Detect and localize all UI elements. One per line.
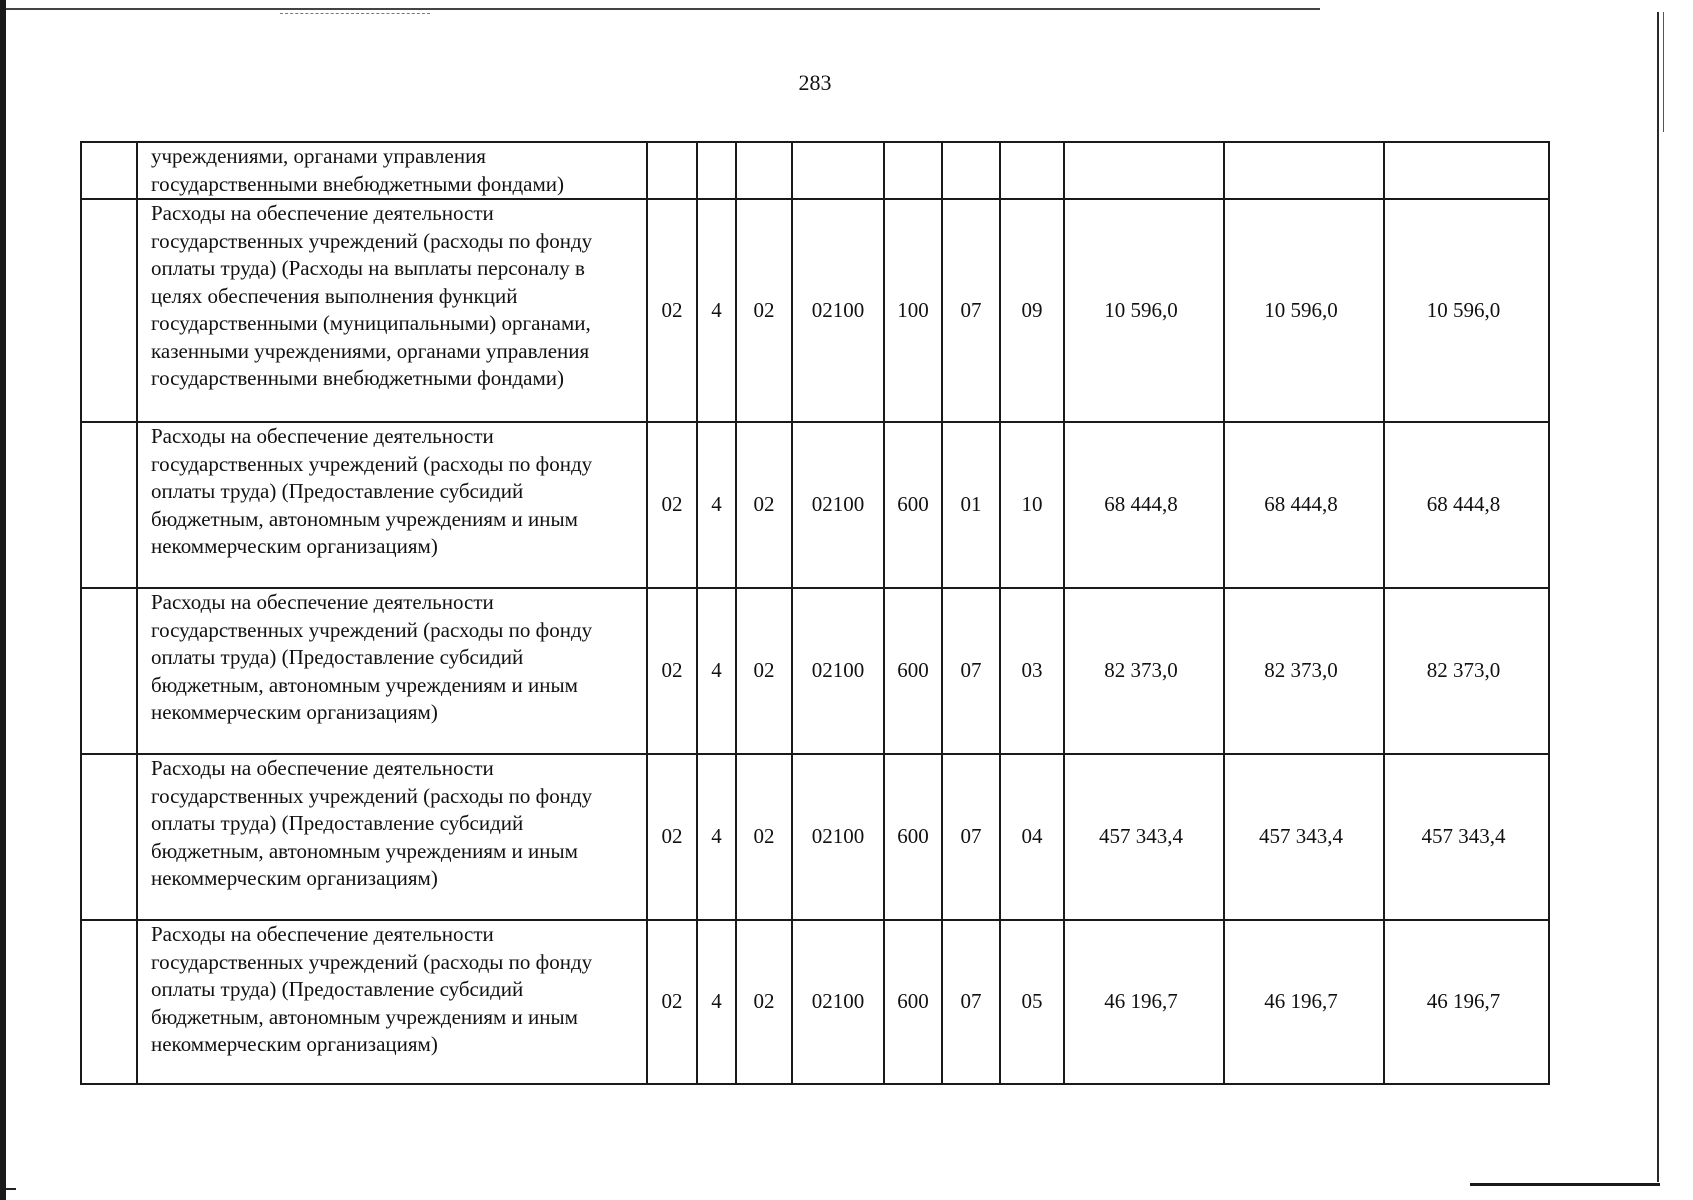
scan-edge-bottom	[1470, 1183, 1660, 1186]
description-cell: Расходы на обеспечение деятельности государственных учреждений (расходы по фонду оплаты труда) (Расходы на выплаты персоналу в целях обеспечения выполнения функций государственными (муниципальными) органами, казенными учреждениями, органами управления государственными внебюджетными фондами)	[137, 199, 647, 422]
code-cell: 02100	[792, 422, 884, 588]
code-cell: 600	[884, 588, 942, 754]
code-cell: 02	[647, 754, 697, 920]
amount-cell: 82 373,0	[1384, 588, 1549, 754]
scan-edge-right-thin	[1663, 12, 1664, 132]
amount-cell: 46 196,7	[1064, 920, 1224, 1084]
row-index-cell	[81, 920, 137, 1084]
scan-edge-top-dash	[280, 13, 430, 15]
description-cell: Расходы на обеспечение деятельности государственных учреждений (расходы по фонду оплаты труда) (Предоставление субсидий бюджетным, автономным учреждениям и иным некоммерческим организациям)	[137, 422, 647, 588]
code-cell: 4	[697, 422, 736, 588]
code-cell: 02100	[792, 754, 884, 920]
table-row-continuation	[81, 142, 1549, 199]
scan-edge-right	[1657, 12, 1659, 1182]
row-index-cell	[81, 588, 137, 754]
amount-cell: 457 343,4	[1384, 754, 1549, 920]
amount-cell: 82 373,0	[1224, 588, 1384, 754]
table-row	[81, 199, 1549, 422]
code-cell: 05	[1000, 920, 1064, 1084]
code-cell: 09	[1000, 199, 1064, 422]
scan-edge-tick	[6, 1188, 16, 1190]
scan-edge-top	[0, 8, 1320, 10]
code-cell: 10	[1000, 422, 1064, 588]
code-cell: 04	[1000, 754, 1064, 920]
code-cell: 02	[736, 754, 792, 920]
code-cell: 01	[942, 422, 1000, 588]
budget-table	[80, 141, 1550, 1085]
code-cell: 02	[736, 588, 792, 754]
amount-cell: 68 444,8	[1224, 422, 1384, 588]
table-row	[81, 422, 1549, 588]
amount-cell: 457 343,4	[1064, 754, 1224, 920]
code-cell: 02	[647, 422, 697, 588]
amount-cell: 10 596,0	[1224, 199, 1384, 422]
code-cell: 02	[647, 199, 697, 422]
page-number: 283	[798, 70, 832, 95]
code-cell: 02	[736, 199, 792, 422]
code-cell: 4	[697, 199, 736, 422]
table-row	[81, 588, 1549, 754]
amount-cell: 68 444,8	[1064, 422, 1224, 588]
code-cell: 02	[736, 422, 792, 588]
scan-edge-left	[0, 0, 6, 1200]
amount-cell: 457 343,4	[1224, 754, 1384, 920]
code-cell: 07	[942, 199, 1000, 422]
code-cell: 07	[942, 754, 1000, 920]
amount-cell: 10 596,0	[1064, 199, 1224, 422]
code-cell: 600	[884, 422, 942, 588]
description-cell: Расходы на обеспечение деятельности государственных учреждений (расходы по фонду оплаты труда) (Предоставление субсидий бюджетным, автономным учреждениям и иным некоммерческим организациям)	[137, 588, 647, 754]
description-cell: Расходы на обеспечение деятельности государственных учреждений (расходы по фонду оплаты труда) (Предоставление субсидий бюджетным, автономным учреждениям и иным некоммерческим организациям)	[137, 754, 647, 920]
code-cell: 02	[736, 920, 792, 1084]
description-cell: Расходы на обеспечение деятельности государственных учреждений (расходы по фонду оплаты труда) (Предоставление субсидий бюджетным, автономным учреждениям и иным некоммерческим организациям)	[137, 920, 647, 1084]
code-cell: 07	[942, 920, 1000, 1084]
code-cell: 4	[697, 588, 736, 754]
description-cell: учреждениями, органами управления государственными внебюджетными фондами)	[137, 142, 647, 199]
amount-cell: 46 196,7	[1384, 920, 1549, 1084]
code-cell: 100	[884, 199, 942, 422]
code-cell: 600	[884, 754, 942, 920]
code-cell: 07	[942, 588, 1000, 754]
code-cell: 03	[1000, 588, 1064, 754]
amount-cell: 46 196,7	[1224, 920, 1384, 1084]
row-index-cell	[81, 754, 137, 920]
amount-cell: 10 596,0	[1384, 199, 1549, 422]
row-index-cell	[81, 142, 137, 199]
code-cell: 02	[647, 920, 697, 1084]
table-row	[81, 754, 1549, 920]
code-cell: 4	[697, 754, 736, 920]
code-cell: 02	[647, 588, 697, 754]
amount-cell: 68 444,8	[1384, 422, 1549, 588]
table-row	[81, 920, 1549, 1084]
row-index-cell	[81, 199, 137, 422]
code-cell: 02100	[792, 588, 884, 754]
code-cell: 02100	[792, 199, 884, 422]
code-cell: 02100	[792, 920, 884, 1084]
code-cell: 4	[697, 920, 736, 1084]
amount-cell: 82 373,0	[1064, 588, 1224, 754]
row-index-cell	[81, 422, 137, 588]
code-cell: 600	[884, 920, 942, 1084]
